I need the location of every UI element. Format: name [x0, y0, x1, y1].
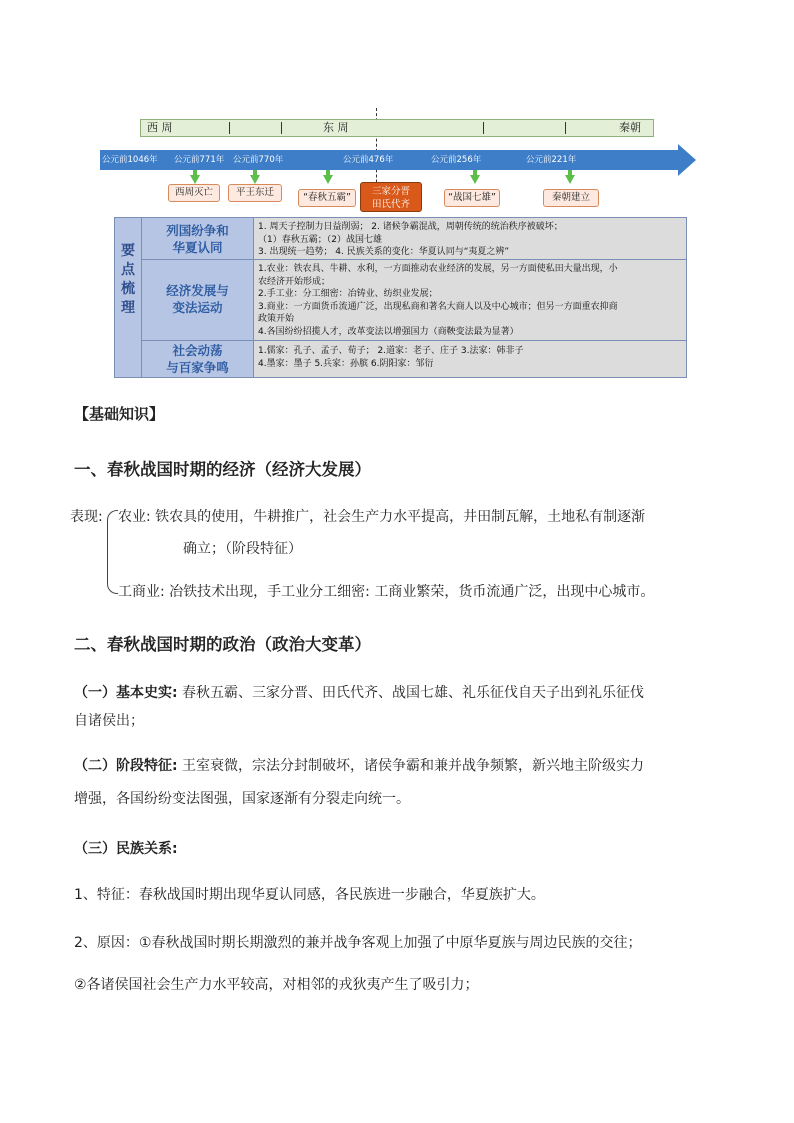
summary-row-body — [254, 260, 686, 340]
dynasty-qin: 秦朝 — [619, 121, 641, 134]
section-basic-knowledge: 【基础知识】 — [74, 405, 165, 423]
body-line: 3. 出现统一趋势； 4. 民族关系的变化：华夏认同与“夷夏之辨” — [258, 247, 510, 257]
year-label: 公元前771年 — [174, 155, 225, 165]
header-line: 列国纷争和 — [166, 223, 229, 238]
econ-agriculture: 农业: 铁农具的使用，牛耕推广，社会生产力水平提高，井田制瓦解，土地私有制逐渐 — [118, 509, 646, 525]
econ-agriculture-cont: 确立；（阶段特征） — [183, 541, 302, 557]
summary-row-header — [142, 341, 254, 377]
basic-facts-label: （一）基本史实: — [74, 685, 178, 701]
body-line: 农经济开始形成； — [258, 276, 331, 287]
tick — [281, 122, 282, 134]
stage-features-text: 王室衰微，宗法分封制破坏，诸侯争霸和兼并战争频繁，新兴地主阶级实力 — [177, 758, 645, 774]
basic-facts-text: 春秋五霸、三家分晋、田氏代齐、战国七雄、礼乐征伐自天子出到礼乐征伐 — [177, 685, 645, 701]
year-label: 公元前256年 — [431, 155, 482, 165]
summary-row — [142, 341, 686, 377]
summary-row — [142, 260, 686, 341]
event-partition-jin-label: 三家分晋 — [371, 186, 410, 197]
event-five-hegemons: “春秋五霸” — [298, 189, 356, 207]
down-arrow-icon — [190, 175, 200, 184]
down-arrow-icon — [470, 175, 480, 184]
ethnic-cause-1: 2、原因：①春秋战国时期长期激烈的兼并战争客观上加强了中原华夏族与周边民族的交往； — [74, 935, 642, 951]
summary-row-body — [254, 218, 686, 259]
header-line: 华夏认同 — [172, 240, 223, 255]
heading-economy: 一、春秋战国时期的经济（经济大发展） — [74, 460, 371, 479]
ethnic-relations-label: （三）民族关系: — [74, 841, 178, 857]
down-arrow-icon — [250, 175, 260, 184]
event-tian-replaces-qi-label: 田氏代齐 — [371, 199, 410, 210]
event-qin-founded: 秦朝建立 — [543, 189, 599, 207]
basic-facts-cont: 自诸侯出； — [74, 713, 144, 729]
stage-features-cont: 增强，各国纷纷变法图强，国家逐渐有分裂走向统一。 — [74, 791, 410, 807]
heading-politics: 二、春秋战国时期的政治（政治大变革） — [74, 635, 371, 654]
summary-side — [115, 218, 142, 377]
body-line: 政策开始 — [258, 314, 295, 324]
dynasty-bar — [140, 119, 654, 137]
body-line: 2.手工业：分工细密：冶铸业、纺织业发展； — [258, 289, 438, 299]
event-seven-warring-states: “战国七雄” — [444, 189, 500, 207]
ethnic-feature: 1、特征：春秋战国时期出现华夏认同感，各民族进一步融合，华夏族扩大。 — [74, 887, 545, 903]
header-line: 社会动荡 — [172, 343, 223, 358]
body-line: （1）春秋五霸；（2）战国七雄 — [258, 234, 382, 245]
event-king-ping-moves-east: 平王东迁 — [228, 184, 282, 202]
year-label: 公元前476年 — [343, 155, 394, 165]
body-line: 1. 周天子控制力日益削弱； 2. 诸候争霸混战，周朝传统的统治秩序被破坏； — [258, 222, 563, 232]
basic-facts — [74, 683, 644, 703]
brace-icon — [107, 510, 118, 594]
econ-label: 表现: — [70, 509, 103, 525]
body-line: 1.儒家：孔子、孟子、荀子； 2.道家：老子、庄子 3.法家：韩非子 — [258, 346, 524, 356]
body-line: 1.农业：铁农具、牛耕、水利，一方面推动农业经济的发展，另一方面使私田大量出现，小 — [258, 264, 618, 274]
tick — [229, 122, 230, 134]
summary-row — [142, 218, 686, 260]
body-line: 4.墨家：墨子 5.兵家：孙膑 6.阴阳家：邹衍 — [258, 358, 434, 369]
header-line: 变法运动 — [172, 300, 223, 315]
header-line: 与百家争鸣 — [166, 360, 229, 375]
stage-features — [74, 756, 644, 776]
header-line: 经济发展与 — [166, 283, 229, 298]
summary-side-title: 要点梳理 — [121, 243, 135, 316]
year-label: 公元前770年 — [233, 155, 284, 165]
year-label: 公元前221年 — [526, 155, 577, 165]
ethnic-cause-2: ②各诸侯国社会生产力水平较高，对相邻的戎狄夷产生了吸引力； — [74, 977, 479, 993]
summary-row-header — [142, 260, 254, 340]
down-arrow-icon — [565, 175, 575, 184]
summary-table — [114, 217, 687, 378]
tick — [565, 122, 566, 134]
summary-row-header — [142, 218, 254, 259]
dynasty-eastern-zhou: 东 周 — [323, 121, 349, 134]
timeline — [100, 108, 700, 208]
summary-row-body — [254, 341, 686, 377]
body-line: 3.商业：一方面货币流通广泛，出现私商和著名大商人以及中心城市；但另一方面重农抑商 — [258, 301, 618, 312]
tick — [483, 122, 484, 134]
econ-industry-commerce: 工商业: 冶铁技术出现，手工业分工细密: 工商业繁荣，货币流通广泛，出现中心城市。 — [118, 584, 655, 600]
event-western-zhou-fall: 西周灭亡 — [168, 184, 220, 202]
event-partition-jin — [360, 182, 422, 212]
body-line: 4.各国纷纷招揽人才，改革变法以增强国力（商鞅变法最为显著） — [258, 326, 519, 337]
timeline-arrow-head — [678, 144, 696, 176]
dynasty-western-zhou: 西 周 — [147, 121, 173, 134]
stage-features-label: （二）阶段特征: — [74, 758, 178, 774]
year-label: 公元前1046年 — [102, 155, 158, 165]
down-arrow-icon — [323, 175, 333, 184]
